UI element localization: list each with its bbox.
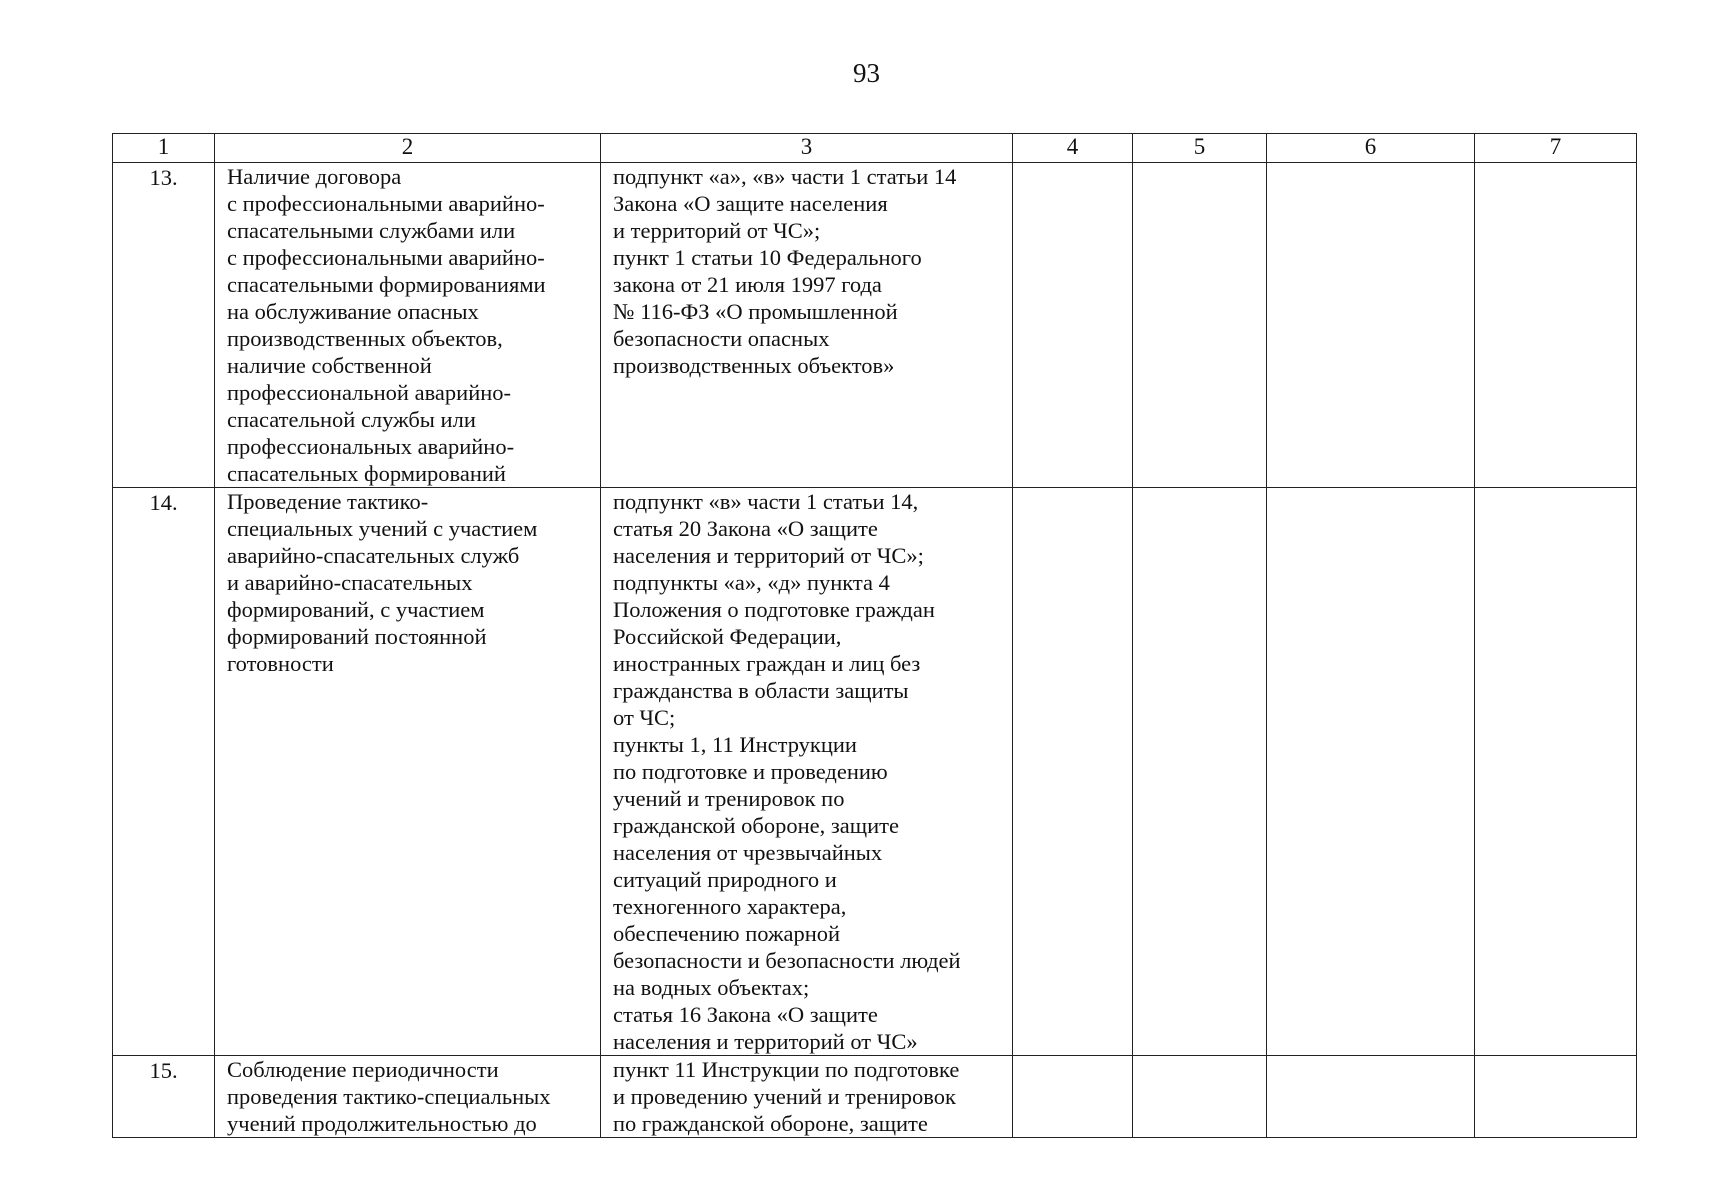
requirement-cell [215, 488, 601, 1056]
requirement-line: готовности [227, 651, 334, 676]
reference-line: гражданской обороне, защите [613, 813, 899, 838]
requirement-line: Соблюдение периодичности [227, 1057, 499, 1082]
requirement-cell [215, 163, 601, 488]
reference-line: учений и тренировок по [613, 786, 845, 811]
reference-line: Закона «О защите населения [613, 191, 888, 216]
header-row [113, 134, 1637, 163]
empty-cell-col6 [1267, 1056, 1475, 1138]
reference-line: иностранных граждан и лиц без [613, 651, 921, 676]
reference-line: № 116-ФЗ «О промышленной [613, 299, 898, 324]
reference-line: пункт 1 статьи 10 Федерального [613, 245, 922, 270]
requirement-line: Наличие договора [227, 164, 402, 189]
reference-cell [601, 1056, 1013, 1138]
requirement-line: спасательными формированиями [227, 272, 546, 297]
requirement-line: специальных учений с участием [227, 516, 538, 541]
reference-line: по подготовке и проведению [613, 759, 888, 784]
empty-cell-col4 [1013, 488, 1133, 1056]
column-header-6: 6 [1267, 134, 1475, 163]
column-header-5: 5 [1133, 134, 1267, 163]
reference-line: Положения о подготовке граждан [613, 597, 935, 622]
reference-line: на водных объектах; [613, 975, 810, 1000]
table-row [113, 1056, 1637, 1138]
empty-cell-col5 [1133, 488, 1267, 1056]
column-header-4: 4 [1013, 134, 1133, 163]
reference-line: безопасности и безопасности людей [613, 948, 961, 973]
requirement-line: с профессиональными аварийно- [227, 191, 545, 216]
requirement-line: профессиональных аварийно- [227, 434, 515, 459]
requirement-line: спасательных формирований [227, 461, 506, 486]
empty-cell-col7 [1475, 1056, 1637, 1138]
empty-cell-col5 [1133, 1056, 1267, 1138]
reference-line: населения от чрезвычайных [613, 840, 883, 865]
reference-line: населения и территорий от ЧС»; [613, 543, 924, 568]
column-header-3: 3 [601, 134, 1013, 163]
requirement-line: производственных объектов, [227, 326, 503, 351]
empty-cell-col6 [1267, 163, 1475, 488]
column-header-2: 2 [215, 134, 601, 163]
reference-line: ситуаций природного и [613, 867, 837, 892]
empty-cell-col4 [1013, 1056, 1133, 1138]
empty-cell-col6 [1267, 488, 1475, 1056]
requirement-line: с профессиональными аварийно- [227, 245, 545, 270]
requirement-line: спасательными службами или [227, 218, 516, 243]
reference-cell [601, 163, 1013, 488]
reference-line: пункт 11 Инструкции по подготовке [613, 1057, 960, 1082]
requirement-line: Проведение тактико- [227, 489, 429, 514]
requirement-line: аварийно-спасательных служб [227, 543, 520, 568]
empty-cell-col7 [1475, 488, 1637, 1056]
empty-cell-col7 [1475, 163, 1637, 488]
inspection-table [112, 133, 1637, 1138]
reference-line: подпункт «в» части 1 статьи 14, [613, 489, 919, 514]
reference-line: закона от 21 июля 1997 года [613, 272, 882, 297]
reference-line: населения и территорий от ЧС» [613, 1029, 918, 1054]
reference-line: Российской Федерации, [613, 624, 842, 649]
requirement-line: учений продолжительностью до [227, 1111, 537, 1136]
empty-cell-col4 [1013, 163, 1133, 488]
requirement-line: спасательной службы или [227, 407, 476, 432]
requirement-line: на обслуживание опасных [227, 299, 479, 324]
reference-line: пункты 1, 11 Инструкции [613, 732, 857, 757]
reference-line: статья 20 Закона «О защите [613, 516, 878, 541]
column-header-1: 1 [113, 134, 215, 163]
requirement-line: формирований, с участием [227, 597, 485, 622]
table-body [113, 163, 1637, 1138]
requirement-cell [215, 1056, 601, 1138]
row-number: 15. [113, 1056, 215, 1138]
page-number: 93 [853, 58, 880, 88]
row-number: 14. [113, 488, 215, 1056]
reference-line: и территорий от ЧС»; [613, 218, 821, 243]
reference-line: по гражданской обороне, защите [613, 1111, 928, 1136]
requirement-line: формирований постоянной [227, 624, 487, 649]
row-number: 13. [113, 163, 215, 488]
requirement-line: наличие собственной [227, 353, 432, 378]
reference-line: производственных объектов» [613, 353, 895, 378]
reference-line: от ЧС; [613, 705, 676, 730]
reference-line: и проведению учений и тренировок [613, 1084, 956, 1109]
reference-line: подпункт «а», «в» части 1 статьи 14 [613, 164, 957, 189]
reference-line: безопасности опасных [613, 326, 830, 351]
reference-line: подпункты «а», «д» пункта 4 [613, 570, 890, 595]
requirement-line: и аварийно-спасательных [227, 570, 473, 595]
column-header-7: 7 [1475, 134, 1637, 163]
reference-line: техногенного характера, [613, 894, 847, 919]
requirement-line: проведения тактико-специальных [227, 1084, 551, 1109]
table-row [113, 163, 1637, 488]
table-row [113, 488, 1637, 1056]
reference-line: статья 16 Закона «О защите [613, 1002, 878, 1027]
empty-cell-col5 [1133, 163, 1267, 488]
reference-line: обеспечению пожарной [613, 921, 841, 946]
reference-cell [601, 488, 1013, 1056]
reference-line: гражданства в области защиты [613, 678, 909, 703]
requirement-line: профессиональной аварийно- [227, 380, 512, 405]
